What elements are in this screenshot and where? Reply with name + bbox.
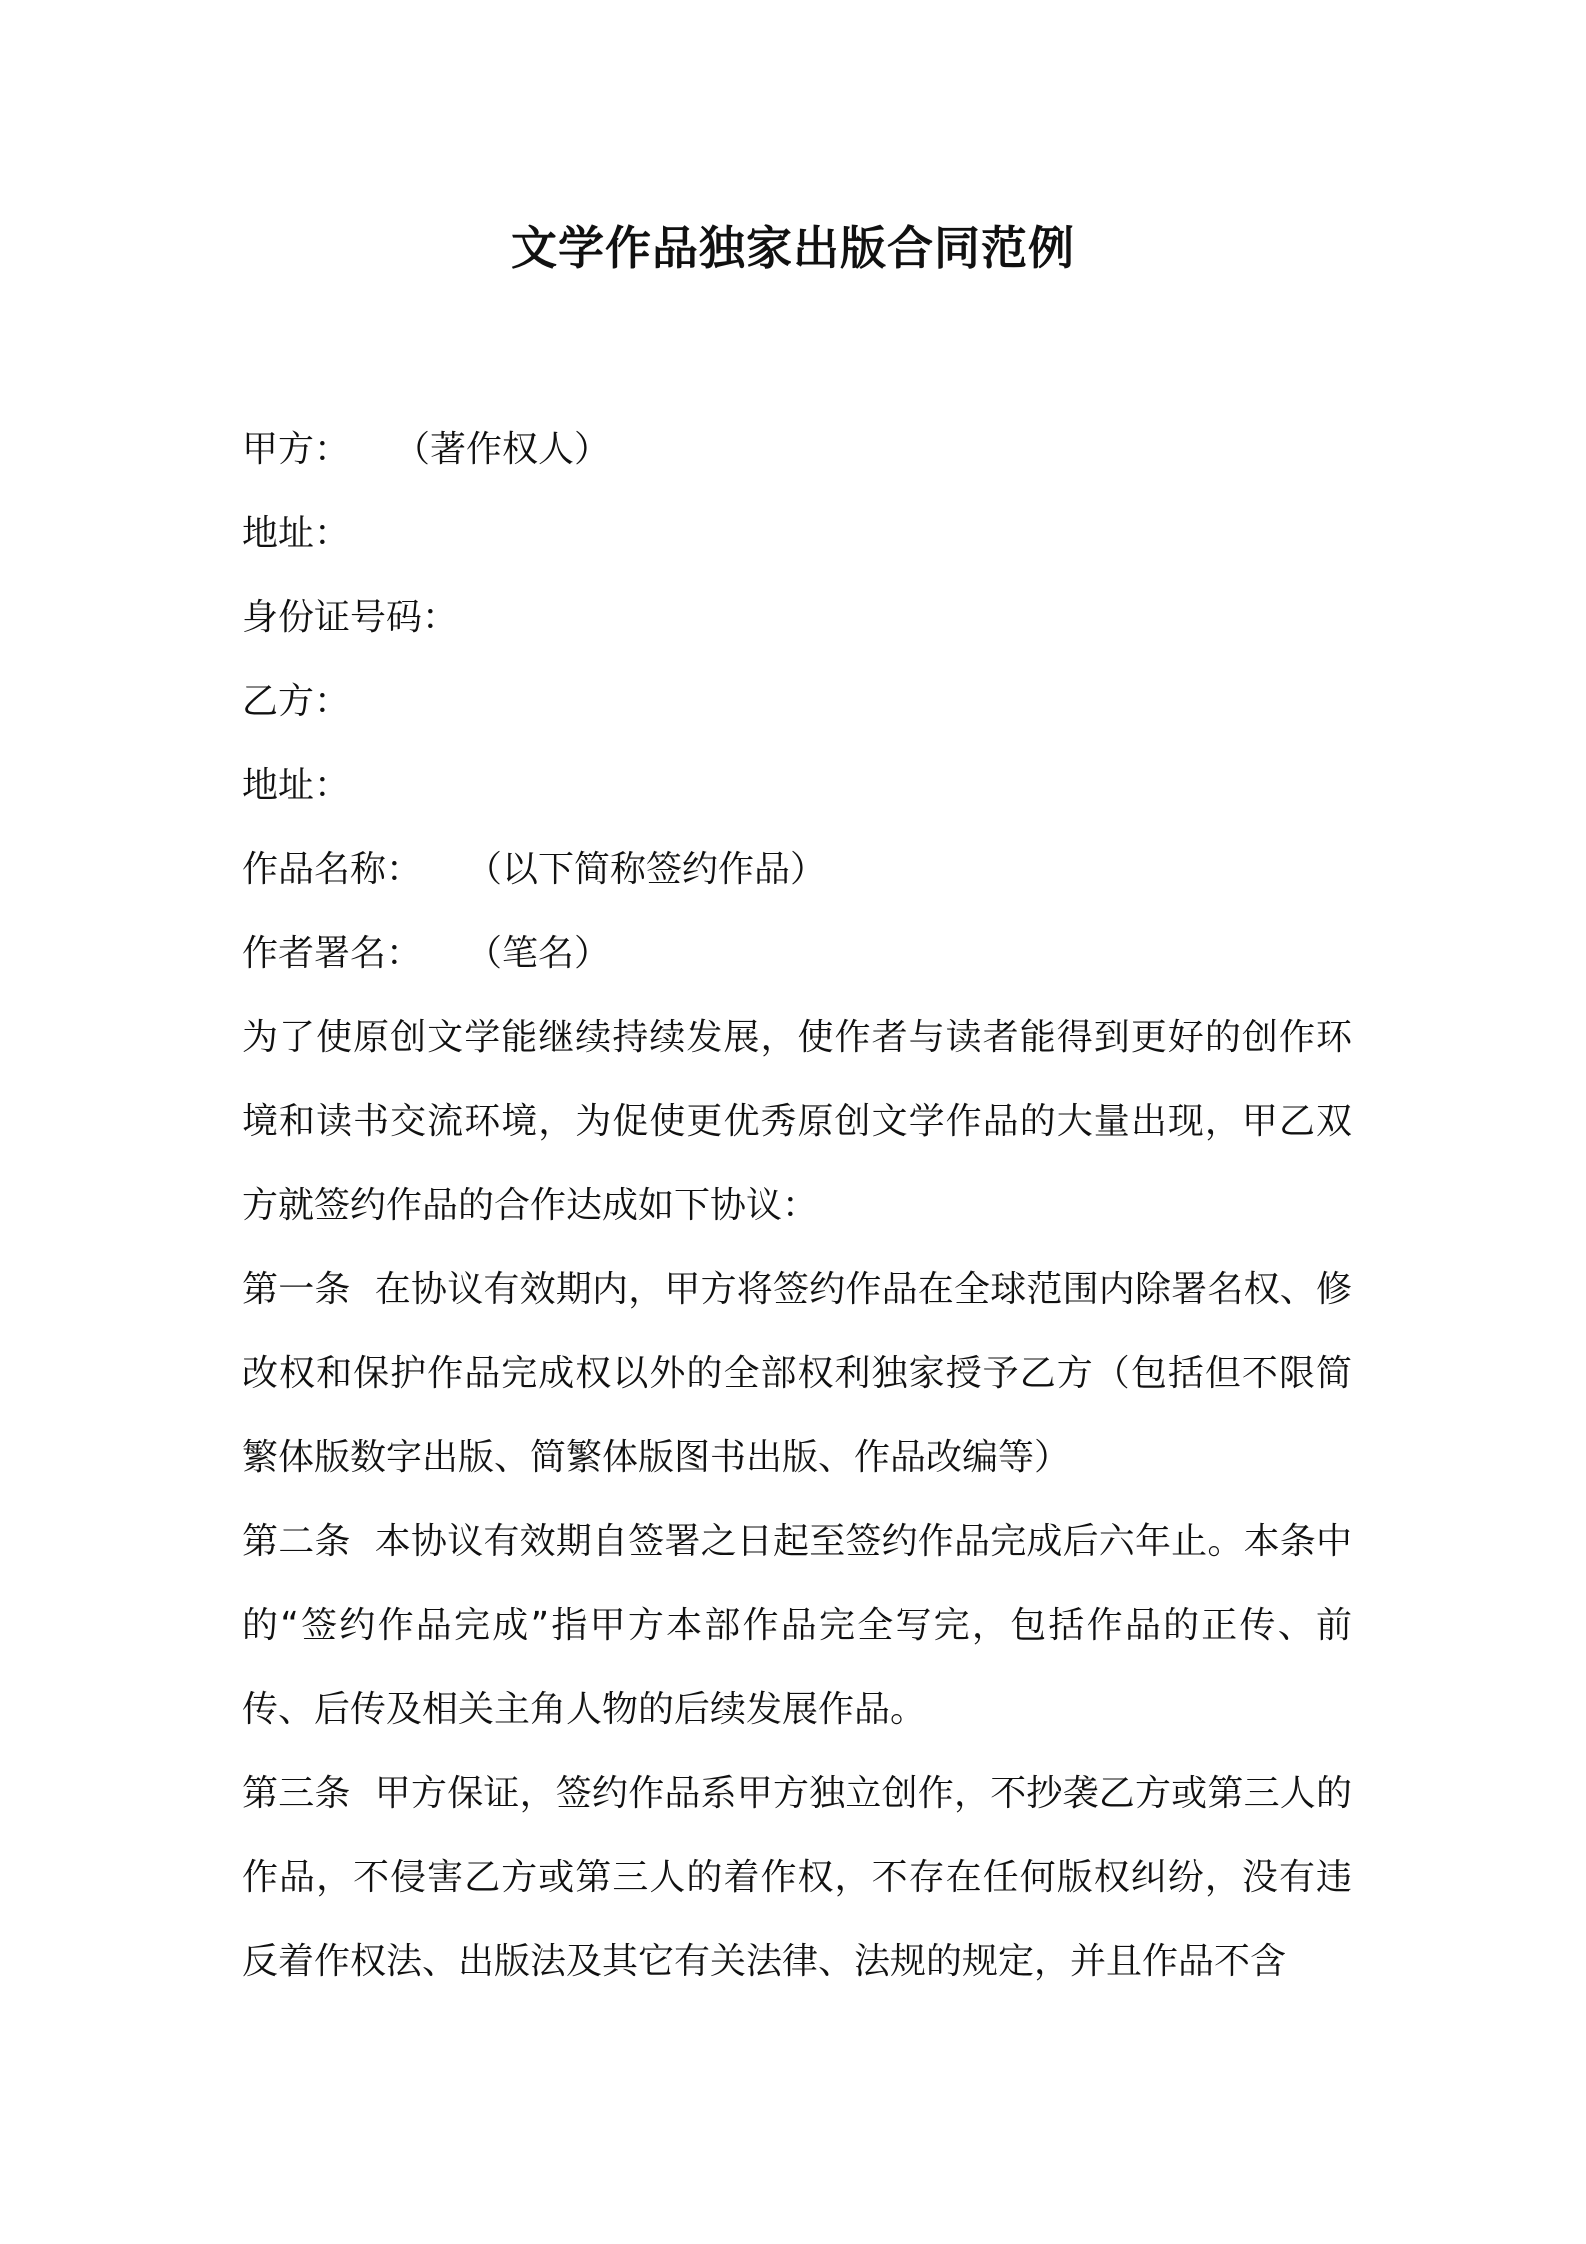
article-1 [242,1248,1352,1500]
article-3 [242,1752,1352,2004]
field-label: 地址： [242,765,351,806]
field-value: （以下简称签约作品） [466,849,827,890]
field-label: 作品名称： [242,849,423,890]
page-title: 文学作品独家出版合同范例 [511,221,1075,275]
article-text: 在协议有效期内，甲方将签约作品在全球范围内除署名权、修改权和保护作品完成权以外的全部权利独家授予乙方（包括但不限简繁体版数字出版、简繁体版图书出版、作品改编等） [242,1269,1352,1478]
contract-body [242,408,1352,2004]
article-2 [242,1500,1352,1752]
article-number: 第一条 [242,1269,351,1310]
field-party-b [242,660,1352,744]
article-number: 第二条 [242,1521,351,1562]
field-label: 地址： [242,513,351,554]
article-text: 本协议有效期自签署之日起至签约作品完成后六年止。本条中的“签约作品完成”指甲方本部作品完全写完，包括作品的正传、前传、后传及相关主角人物的后续发展作品。 [242,1521,1352,1730]
field-label: 作者署名： [242,933,423,974]
field-party-a [242,408,1352,492]
field-author-name [242,912,1352,996]
field-value: （著作权人） [394,429,611,470]
field-address-b [242,744,1352,828]
field-work-title [242,828,1352,912]
field-value: （笔名） [466,933,611,974]
field-label: 身份证号码： [242,597,459,638]
field-address-a [242,492,1352,576]
field-label: 甲方： [242,429,351,470]
article-number: 第三条 [242,1773,351,1814]
field-id-number [242,576,1352,660]
intro-paragraph: 为了使原创文学能继续持续发展，使作者与读者能得到更好的创作环境和读书交流环境，为促使更优秀原创文学作品的大量出现，甲乙双方就签约作品的合作达成如下协议： [242,1017,1352,1226]
article-text: 甲方保证，签约作品系甲方独立创作，不抄袭乙方或第三人的作品，不侵害乙方或第三人的着作权，不存在任何版权纠纷，没有违反着作权法、出版法及其它有关法律、法规的规定，并且作品不含 [242,1773,1352,1982]
field-label: 乙方： [242,681,351,722]
